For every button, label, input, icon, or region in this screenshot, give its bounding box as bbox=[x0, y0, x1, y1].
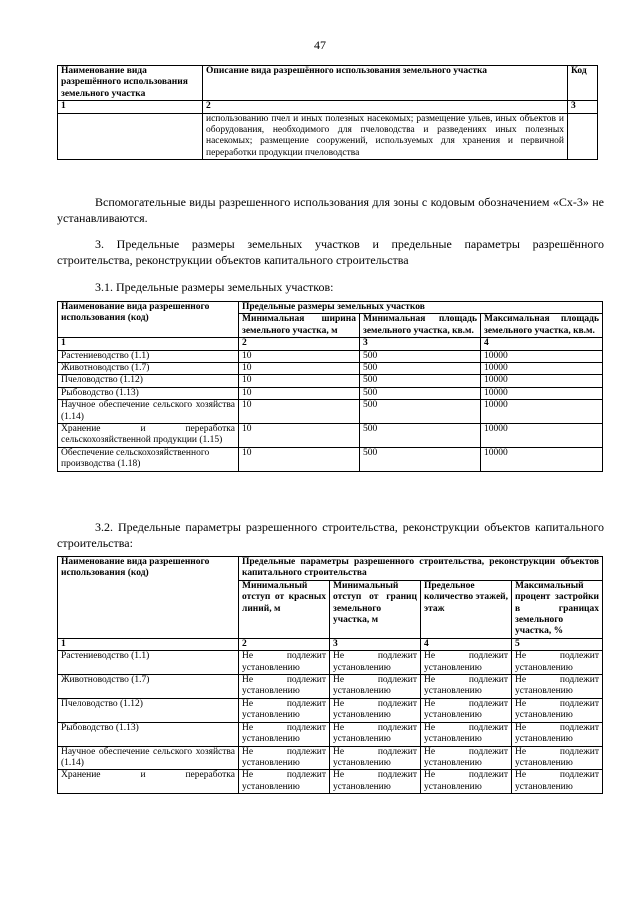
table3-use-name: Научное обеспечение сельского хозяйства (1.14) bbox=[58, 746, 239, 770]
table1-header-code: Код bbox=[568, 66, 598, 101]
table3-value: Не подлежит установлению bbox=[330, 675, 421, 699]
table2-col-number: 4 bbox=[481, 338, 603, 350]
table3-use-name: Хранение и переработка bbox=[58, 770, 239, 794]
table2-subheader: Максимальная площадь земельного участка, кв.м. bbox=[481, 314, 603, 338]
table1-cell-empty bbox=[568, 113, 598, 160]
table2-use-name: Растениеводство (1.1) bbox=[58, 350, 239, 362]
table3-subheader: Максимальный процент застройки в границах земельного участка, % bbox=[512, 580, 603, 638]
table2-header-group: Предельные размеры земельных участков bbox=[239, 302, 603, 314]
table2-max-area: 10000 bbox=[481, 350, 603, 362]
table3-value: Не подлежит установлению bbox=[512, 722, 603, 746]
table3-value: Не подлежит установлению bbox=[239, 698, 330, 722]
table-row bbox=[58, 722, 603, 746]
table2-min-width: 10 bbox=[239, 375, 360, 387]
table2-min-width: 10 bbox=[239, 447, 360, 471]
table1-col-number: 1 bbox=[58, 101, 203, 113]
table3-header-name: Наименование вида разрешенного использования (код) bbox=[58, 557, 239, 639]
table-row bbox=[58, 350, 603, 362]
table2-use-name: Научное обеспечение сельского хозяйства (1.14) bbox=[58, 400, 239, 424]
table2-use-name: Хранение и переработка сельскохозяйственной продукции (1.15) bbox=[58, 424, 239, 448]
table3-value: Не подлежит установлению bbox=[330, 698, 421, 722]
table1-col-number: 3 bbox=[568, 101, 598, 113]
table3-col-number: 2 bbox=[239, 638, 330, 650]
table2-min-area: 500 bbox=[360, 375, 481, 387]
section-heading-3-2: 3.2. Предельные параметры разрешенного строительства, реконструкции объектов капитального строительства: bbox=[57, 520, 604, 550]
table3-value: Не подлежит установлению bbox=[239, 746, 330, 770]
table3-value: Не подлежит установлению bbox=[421, 746, 512, 770]
table3-subheader: Предельное количество этажей, этаж bbox=[421, 580, 512, 638]
table2-use-name: Пчеловодство (1.12) bbox=[58, 375, 239, 387]
table2-use-name: Обеспечение сельскохозяйственного производства (1.18) bbox=[58, 447, 239, 471]
table2-min-width: 10 bbox=[239, 350, 360, 362]
table2-col-number: 2 bbox=[239, 338, 360, 350]
table-row bbox=[58, 698, 603, 722]
table3-value: Не подлежит установлению bbox=[421, 722, 512, 746]
table3-use-name: Рыбоводство (1.13) bbox=[58, 722, 239, 746]
table2-max-area: 10000 bbox=[481, 363, 603, 375]
table3-value: Не подлежит установлению bbox=[330, 651, 421, 675]
permitted-use-table bbox=[57, 65, 598, 160]
table2-min-area: 500 bbox=[360, 400, 481, 424]
table1-description-cell: использованию пчел и иных полезных насекомых; размещение ульев, иных объектов и оборудования, необходимого для пчеловодства и разведениях иных полезных насекомых; размещение сооружений, используемых для хранения и первичной переработки продукции пчеловодства bbox=[203, 113, 568, 160]
table3-value: Не подлежит установлению bbox=[421, 770, 512, 794]
table1-header-name: Наименование вида разрешённого использования земельного участка bbox=[58, 66, 203, 101]
table2-min-area: 500 bbox=[360, 424, 481, 448]
table2-min-area: 500 bbox=[360, 447, 481, 471]
table3-col-number: 4 bbox=[421, 638, 512, 650]
table-row bbox=[58, 363, 603, 375]
table3-use-name: Животноводство (1.7) bbox=[58, 675, 239, 699]
construction-limits-table bbox=[57, 556, 603, 794]
table3-value: Не подлежит установлению bbox=[512, 651, 603, 675]
table3-value: Не подлежит установлению bbox=[239, 651, 330, 675]
table3-value: Не подлежит установлению bbox=[512, 746, 603, 770]
table3-value: Не подлежит установлению bbox=[330, 722, 421, 746]
table2-min-area: 500 bbox=[360, 363, 481, 375]
table3-value: Не подлежит установлению bbox=[421, 698, 512, 722]
table2-col-number: 3 bbox=[360, 338, 481, 350]
table3-col-number: 5 bbox=[512, 638, 603, 650]
table2-header-name: Наименование вида разрешенного использования (код) bbox=[58, 302, 239, 338]
table3-value: Не подлежит установлению bbox=[512, 770, 603, 794]
table3-value: Не подлежит установлению bbox=[512, 675, 603, 699]
table2-use-name: Животноводство (1.7) bbox=[58, 363, 239, 375]
table3-subheader: Минимальный отступ от красных линий, м bbox=[239, 580, 330, 638]
table3-subheader: Минимальный отступ от границ земельного участка, м bbox=[330, 580, 421, 638]
table2-max-area: 10000 bbox=[481, 387, 603, 399]
table-row bbox=[58, 387, 603, 399]
section-heading-3: 3. Предельные размеры земельных участков и предельные параметры разрешённого строительства, реконструкции объектов капитального строительства bbox=[57, 237, 604, 267]
table3-value: Не подлежит установлению bbox=[330, 746, 421, 770]
table1-header-description: Описание вида разрешённого использования земельного участка bbox=[203, 66, 568, 101]
table2-max-area: 10000 bbox=[481, 447, 603, 471]
table3-value: Не подлежит установлению bbox=[330, 770, 421, 794]
table3-value: Не подлежит установлению bbox=[239, 722, 330, 746]
table2-col-number: 1 bbox=[58, 338, 239, 350]
table-row bbox=[58, 447, 603, 471]
table-row bbox=[58, 424, 603, 448]
paragraph-auxiliary-uses: Вспомогательные виды разрешенного использования для зоны с кодовым обозначением «Сх-3» не устанавливаются. bbox=[57, 195, 604, 225]
table2-min-width: 10 bbox=[239, 363, 360, 375]
table3-value: Не подлежит установлению bbox=[239, 770, 330, 794]
table-row bbox=[58, 651, 603, 675]
table2-use-name: Рыбоводство (1.13) bbox=[58, 387, 239, 399]
table3-value: Не подлежит установлению bbox=[421, 651, 512, 675]
table2-max-area: 10000 bbox=[481, 424, 603, 448]
table2-min-width: 10 bbox=[239, 387, 360, 399]
table3-use-name: Пчеловодство (1.12) bbox=[58, 698, 239, 722]
table2-subheader: Минимальная ширина земельного участка, м bbox=[239, 314, 360, 338]
section-heading-3-1: 3.1. Предельные размеры земельных участков: bbox=[95, 280, 334, 294]
table3-value: Не подлежит установлению bbox=[239, 675, 330, 699]
table-row bbox=[58, 675, 603, 699]
table3-header-group: Предельные параметры разрешенного строительства, реконструкции объектов капитального строительства bbox=[239, 557, 603, 581]
page-number: 47 bbox=[314, 38, 326, 52]
table2-min-width: 10 bbox=[239, 424, 360, 448]
table-row bbox=[58, 375, 603, 387]
table2-min-area: 500 bbox=[360, 387, 481, 399]
table3-value: Не подлежит установлению bbox=[421, 675, 512, 699]
table2-min-width: 10 bbox=[239, 400, 360, 424]
table2-max-area: 10000 bbox=[481, 375, 603, 387]
table3-use-name: Растениеводство (1.1) bbox=[58, 651, 239, 675]
table2-subheader: Минимальная площадь земельного участка, кв.м. bbox=[360, 314, 481, 338]
table2-min-area: 500 bbox=[360, 350, 481, 362]
table2-max-area: 10000 bbox=[481, 400, 603, 424]
table-row bbox=[58, 746, 603, 770]
table-row bbox=[58, 400, 603, 424]
table3-col-number: 1 bbox=[58, 638, 239, 650]
table3-value: Не подлежит установлению bbox=[512, 698, 603, 722]
table1-col-number: 2 bbox=[203, 101, 568, 113]
table3-col-number: 3 bbox=[330, 638, 421, 650]
plot-size-limits-table bbox=[57, 301, 603, 472]
table-row bbox=[58, 770, 603, 794]
table1-cell-empty bbox=[58, 113, 203, 160]
